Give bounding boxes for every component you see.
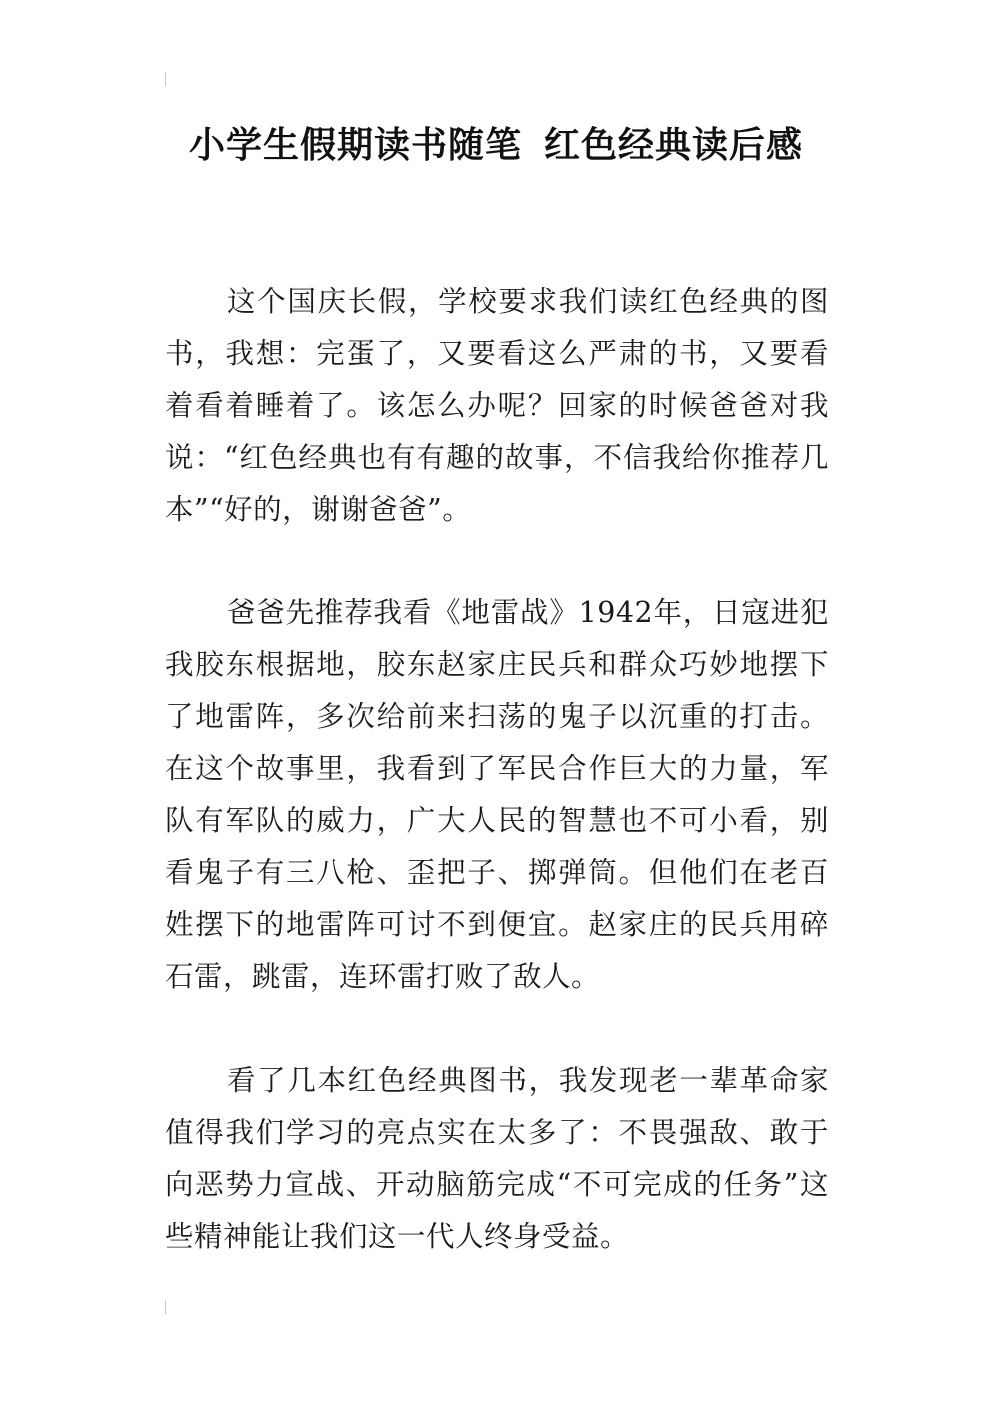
title-sub: 红色经典读后感 [544,125,804,166]
paragraph-3: 看了几本红色经典图书，我发现老一辈革命家值得我们学习的亮点实在太多了：不畏强敌、敢于向恶势力宣战、开动脑筋完成“不可完成的任务”这些精神能让我们这一代人终身受益。 [165,1064,829,1253]
margin-mark-bottom [165,1300,166,1314]
margin-mark-top [165,72,166,86]
paragraph-2: 爸爸先推荐我看《地雷战》1942年，日寇进犯我胶东根据地，胶东赵家庄民兵和群众巧妙地摆下了地雷阵，多次给前来扫荡的鬼子以沉重的打击。在这个故事里，我看到了军民合作巨大的力量，军队有军队的威力，广大人民的智慧也不可小看，别看鬼子有三八枪、歪把子、掷弹筒。但他们在老百姓摆下的地雷阵可讨不到便宜。赵家庄的民兵用碎石雷，跳雷，连环雷打败了敌人。 [165,596,829,993]
document-title [0,118,992,174]
title-main: 小学生假期读书随笔 [188,125,522,166]
paragraph-1: 这个国庆长假，学校要求我们读红色经典的图书，我想：完蛋了，又要看这么严肃的书，又要看着看着睡着了。该怎么办呢？回家的时候爸爸对我说：“红色经典也有有趣的故事，不信我给你推荐几本”“好的，谢谢爸爸”。 [165,285,829,526]
